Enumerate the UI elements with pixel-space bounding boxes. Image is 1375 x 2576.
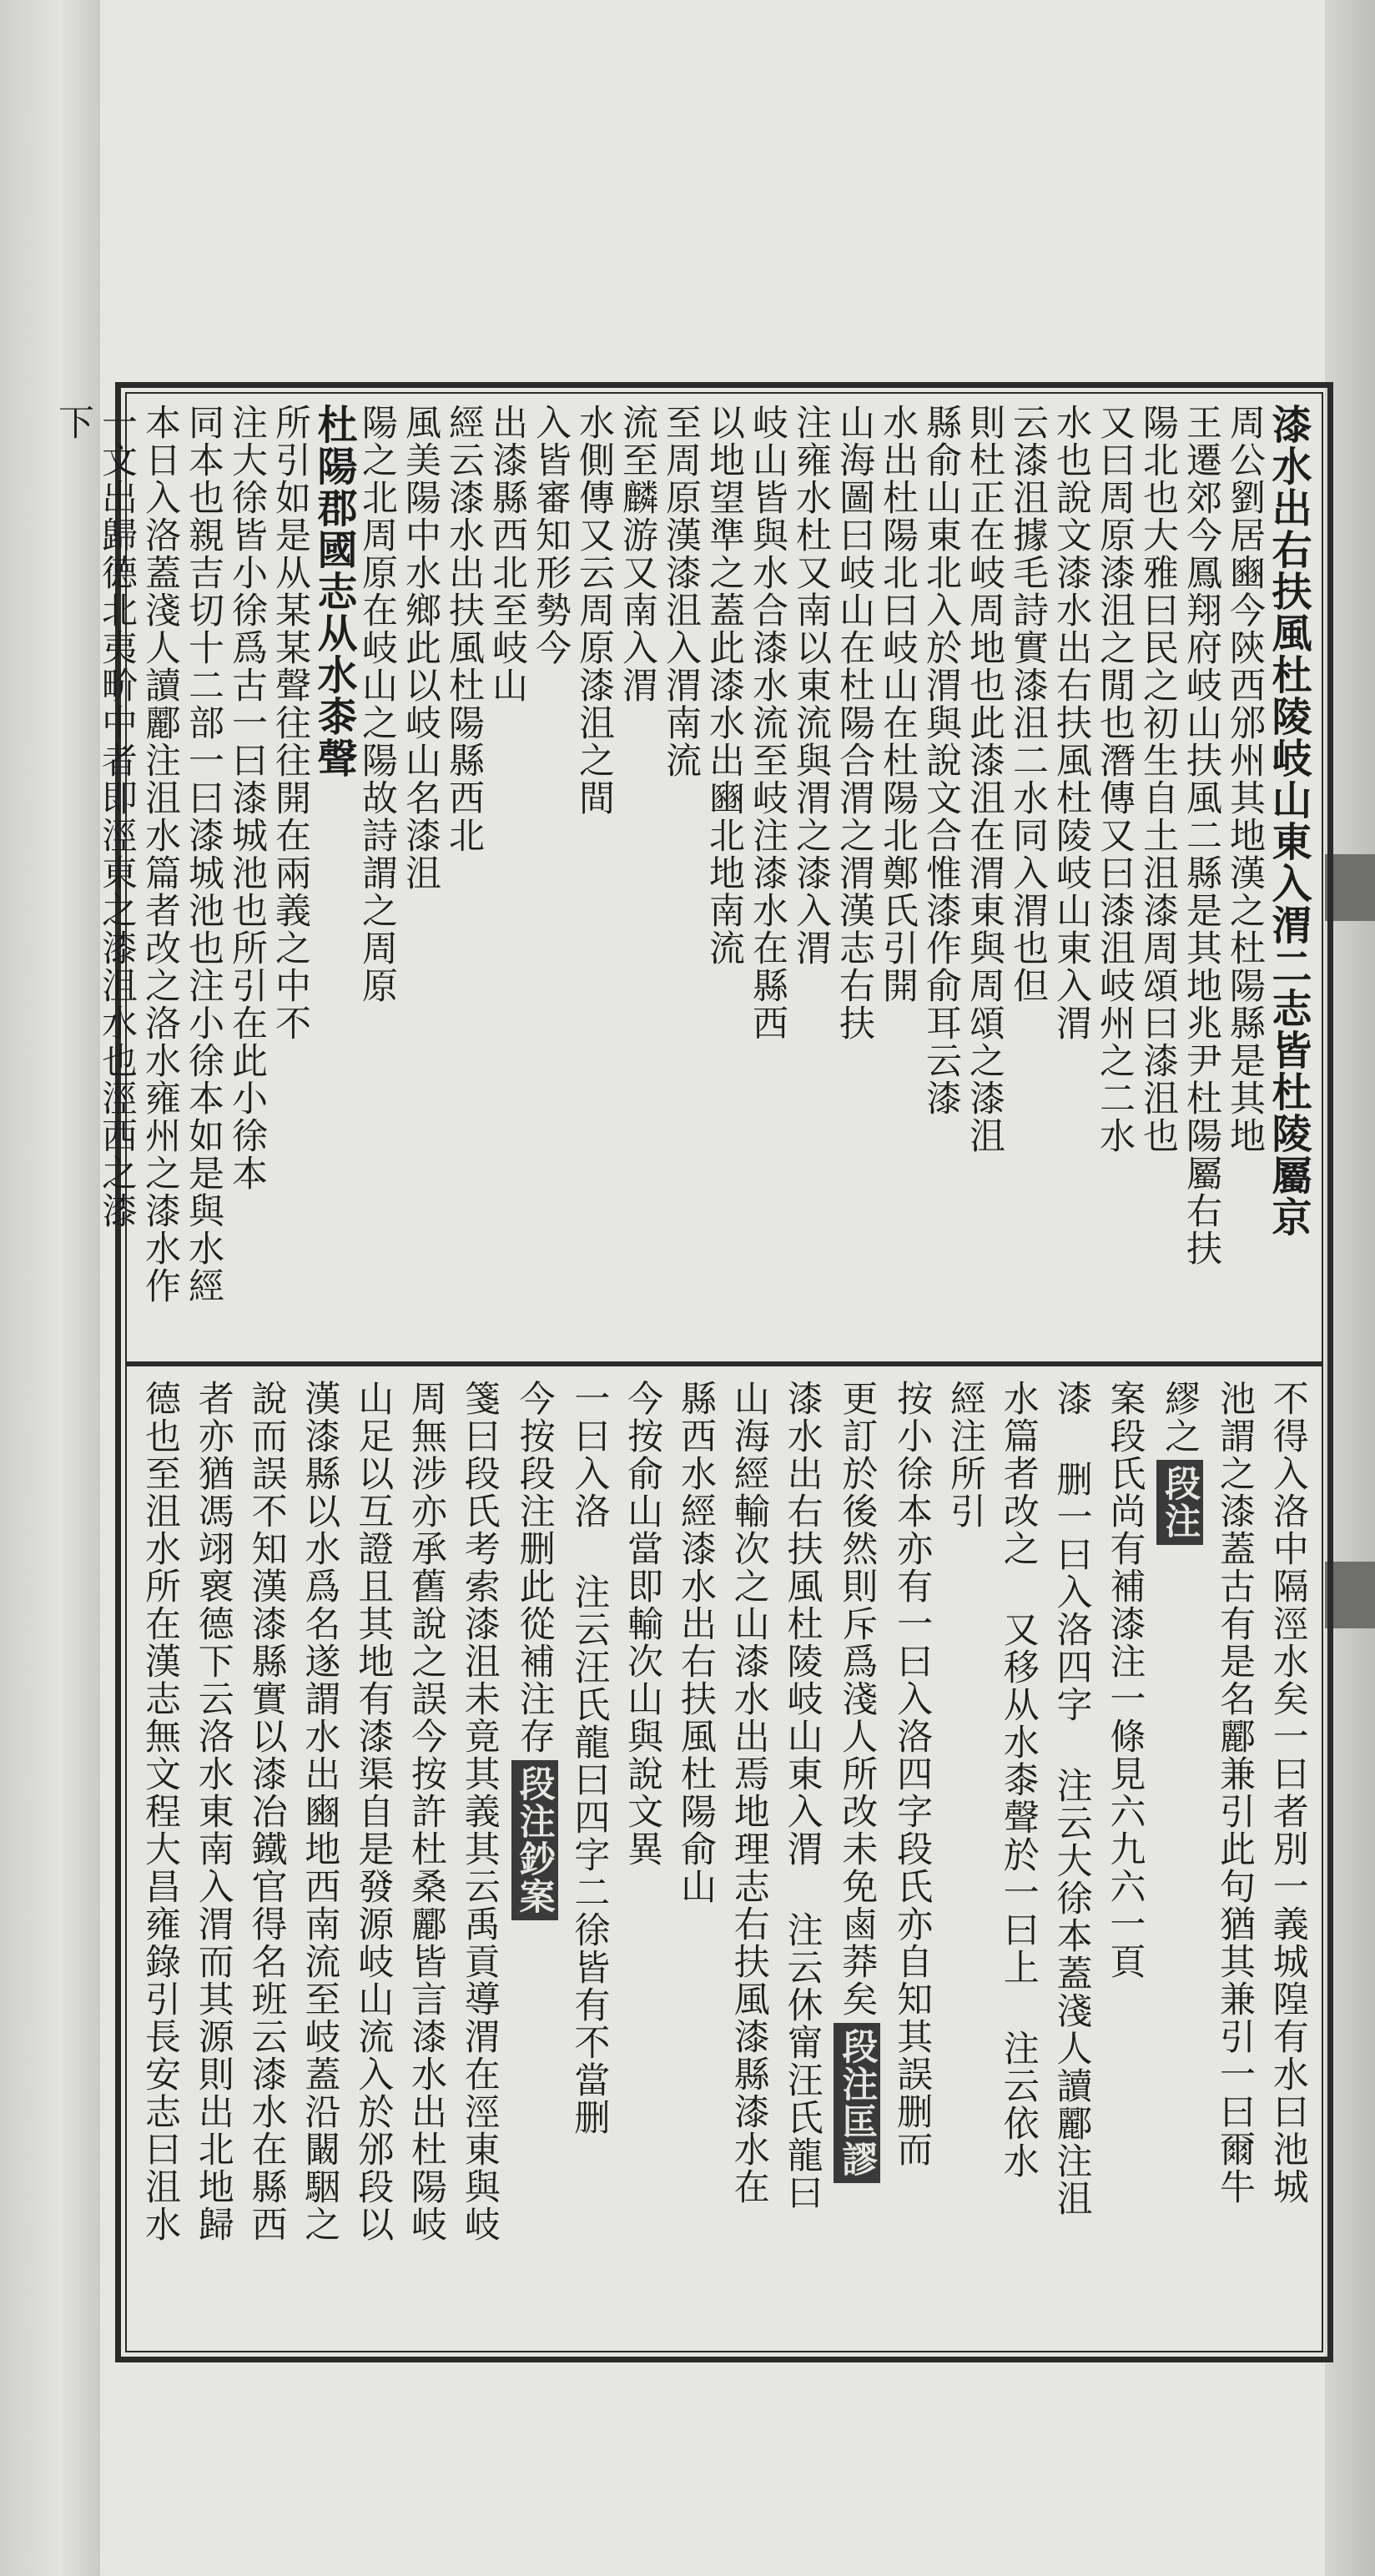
commentary-column: [1156, 1380, 1203, 2341]
text-column: 以地望準之蓋此漆水出豳北地南流: [703, 404, 745, 967]
section-divider: [125, 1361, 1323, 1366]
entry-heading: 漆水出右扶風杜陵岐山東入渭二志皆杜陵屬京: [1265, 404, 1312, 1238]
text-column: 流至麟游又南入渭: [617, 404, 658, 704]
text-column: 岐山皆與水合漆水流至岐注漆水在縣西: [747, 404, 788, 1042]
commentary-column: 箋曰段氏考索漆沮未竟其義其云禹貢導渭在涇東與岐: [458, 1380, 501, 2243]
text-column: 杜陽郡國志从水桼聲: [310, 404, 357, 779]
duanzhu-label: 段注: [1156, 1460, 1203, 1545]
text-column: 經云漆水出扶風杜陽縣西北: [443, 404, 485, 854]
text-column: 水側傳又云周原漆沮之間: [573, 404, 615, 817]
text-column: 水出杜陽北曰岐山在杜陽北鄭氏引開: [877, 404, 919, 1004]
text-column: 本日入洛蓋淺人讀酈注沮水篇者改之洛水雍州之漆水作: [139, 404, 181, 1305]
text-column: 水也說文漆水出右扶風杜陵岐山東入渭: [1050, 404, 1092, 1042]
text-column: 王遷郊今鳳翔府岐山扶風二縣是其地兆尹杜陽屬右扶: [1181, 404, 1222, 1267]
commentary-text: 繆之: [1159, 1380, 1201, 1455]
text-column: 陽北也大雅曰民之初生自土沮漆周頌曰漆沮也: [1137, 404, 1179, 1155]
text-column: 風美陽中水鄉此以岐山名漆沮: [400, 404, 441, 892]
commentary-text: 更訂於後然則斥爲淺人所改未免鹵莽矣: [836, 1380, 879, 2018]
text-column: 云漆沮據毛詩實漆沮二水同入渭也但: [1007, 404, 1049, 1004]
commentary-column: 周無涉亦承舊說之誤今按許杜桑酈皆言漆水出杜陽岐: [405, 1380, 447, 2243]
text-column: 陽之北周原在岐山之陽故詩謂之周原: [356, 404, 398, 1004]
text-column: 縣俞山東北入於渭與說文合惟漆作俞耳云漆: [920, 404, 962, 1117]
commentary-column: [511, 1380, 558, 2341]
commentary-text: 今按段注删此從補注存: [513, 1380, 556, 1755]
kuangmiu-label: 段注匡謬: [834, 2023, 880, 2183]
text-column: 所引如是从某某聲往往開在兩義之中不: [269, 404, 311, 1042]
commentary-column: 漆 删一曰入洛四字 注云大徐本蓋淺人讀酈注沮: [1050, 1380, 1093, 2217]
text-column: 則杜正在岐周地也此漆沮在渭東與周頌之漆沮: [964, 404, 1005, 1155]
commentary-column: 經注所引: [944, 1380, 986, 1530]
commentary-column: 池謂之漆蓋古有是名酈兼引此句猶其兼引一曰爾牛: [1213, 1380, 1256, 2206]
commentary-column: 說而誤不知漢漆縣實以漆冶鐵官得名班云漆水在縣西: [245, 1380, 288, 2243]
commentary-column: 水篇者改之 又移从水桼聲於一曰上 注云依水: [997, 1380, 1040, 2180]
commentary-column: 案段氏尚有補漆注一條見六九六一頁: [1104, 1380, 1146, 1980]
commentary-column: 漆水出右扶風杜陵岐山東入渭 注云休甯汪氏龍曰: [781, 1380, 823, 2211]
commentary-column: 不得入洛中隔涇水矣一曰者別一義城隍有水曰池城: [1267, 1380, 1309, 2206]
commentary-column: 一曰入洛 注云汪氏龍曰四字二徐皆有不當删: [568, 1380, 611, 2136]
text-column: 注大徐皆小徐爲古一曰漆城池也所引在此小徐本: [226, 404, 268, 1192]
lower-text-section: [132, 1375, 1317, 2346]
chaoan-label: 段注鈔案: [511, 1760, 558, 1920]
commentary-column: 者亦猶馮翊褱德下云洛水東南入渭而其源則出北地歸: [192, 1380, 234, 2243]
text-column: 一文出歸德北夷畍中者即涇東之漆沮水也涇西之漆: [96, 404, 138, 1230]
commentary-column: 山足以互證且其地有漆渠自是發源岐山流入於邠段以: [352, 1380, 395, 2243]
text-column: 出漆縣西北至岐山: [486, 404, 528, 704]
text-column: 同本也親吉切十二部一曰漆城池也注小徐本如是與水經: [183, 404, 224, 1305]
commentary-column: 漢漆縣以水爲名遂謂水出豳地西南流至岐蓋沿闞駰之: [299, 1380, 341, 2243]
commentary-column: 今按俞山當即輸次山與說文異: [622, 1380, 664, 1868]
text-column: 周公劉居豳今陝西邠州其地漢之杜陽縣是其地: [1224, 404, 1266, 1155]
commentary-column: [834, 1380, 880, 2341]
commentary-column: 按小徐本亦有一曰入洛四字段氏亦自知其誤删而: [891, 1380, 934, 2168]
commentary-column: 山海經輸次之山漆水出焉地理志右扶風漆縣漆水在: [728, 1380, 770, 2206]
commentary-column: 德也至沮水所在漢志無文程大昌雍錄引長安志曰沮水: [139, 1380, 181, 2243]
upper-text-section: [53, 399, 1317, 1355]
text-column: 山海圖曰岐山在杜陽合渭之渭漢志右扶: [834, 404, 875, 1042]
text-column: 注雍水杜又南以東流與渭之漆入渭: [790, 404, 832, 967]
text-column: 入皆審知形勢今: [530, 404, 572, 667]
text-column: 至周原漢漆沮入渭南流: [660, 404, 702, 779]
commentary-column: 縣西水經漆水出右扶風杜陽俞山: [674, 1380, 717, 1905]
text-column: 下: [53, 404, 94, 441]
text-column: 又曰周原漆沮之閒也潛傳又曰漆沮岐州之二水: [1094, 404, 1136, 1155]
